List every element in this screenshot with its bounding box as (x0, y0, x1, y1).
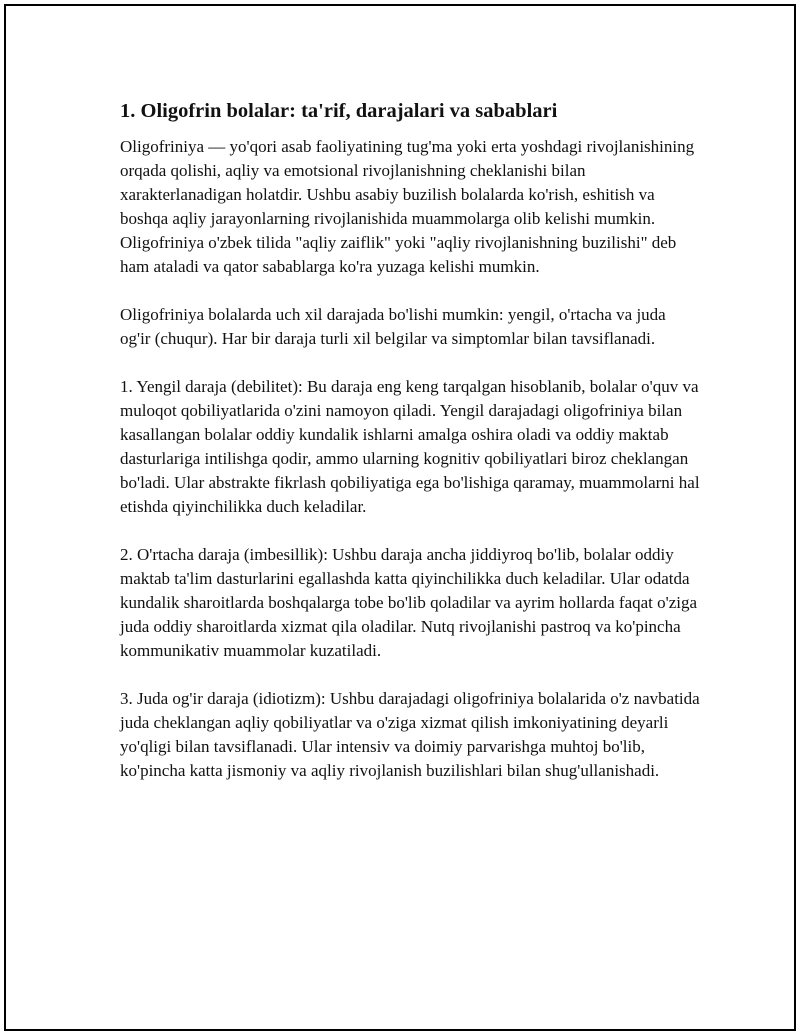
page-frame (4, 4, 796, 1031)
paragraph-moderate-degree: 2. O'rtacha daraja (imbesillik): Ushbu daraja ancha jiddiyroq bo'lib, bolalar oddiy maktab ta'lim dasturlarini egallashda katta qiyinchilikka duch keladilar. Ular odatda kundalik sharoitlarda boshqalarga tobe bo'lib qoladilar va ayrim hollarda faqat o'ziga juda oddiy sharoitlarda xizmat qila oladilar. Nutq rivojlanishi pastroq va ko'pincha kommunikativ muammolar kuzatiladi. (120, 545, 698, 660)
paragraph-definition: Oligofriniya — yo'qori asab faoliyatining tug'ma yoki erta yoshdagi rivojlanishining orqada qolishi, aqliy va emotsional rivojlanishning cheklanishi bilan xarakterlanadigan holatdir. Ushbu asabiy buzilish bolalarda ko'rish, eshitish va boshqa aqliy jarayonlarning rivojlanishida muammolarga olib kelishi mumkin. Oligofriniya o'zbek tilida "aqliy zaiflik" yoki "aqliy rivojlanishning buzilishi" deb ham ataladi va qator sabablarga ko'ra yuzaga kelishi mumkin. (120, 137, 695, 276)
document-title: 1. Oligofrin bolalar: ta'rif, darajalari va sabablari (120, 100, 558, 122)
document-body (120, 98, 700, 783)
paragraph-mild-degree: 1. Yengil daraja (debilitet): Bu daraja eng keng tarqalgan hisoblanib, bolalar o'quv va muloqot qobiliyatlarida o'zini namoyon qiladi. Yengil darajadagi oligofriniya bilan kasallangan bolalar oddiy kundalik ishlarni amalga oshira oladi va oddiy maktab dasturlariga intilishga qodir, ammo ularning kognitiv qobiliyatlari biroz cheklangan bo'ladi. Ular abstrakte fikrlash qobiliyatiga ega bo'lishiga qaramay, muammolarni hal etishda qiyinchilikka duch keladilar. (120, 377, 700, 516)
paragraph-degrees-overview: Oligofriniya bolalarda uch xil darajada bo'lishi mumkin: yengil, o'rtacha va juda og'ir (chuqur). Har bir daraja turli xil belgilar va simptomlar bilan tavsiflanadi. (120, 305, 666, 348)
paragraph-severe-degree: 3. Juda og'ir daraja (idiotizm): Ushbu darajadagi oligofriniya bolalarida o'z navbatida juda cheklangan aqliy qobiliyatlar va o'ziga xizmat qilish imkoniyatining deyarli yo'qligi bilan tavsiflanadi. Ular intensiv va doimiy parvarishga muhtoj bo'lib, ko'pincha katta jismoniy va aqliy rivojlanish buzilishlari bilan shug'ullanishadi. (120, 689, 700, 780)
